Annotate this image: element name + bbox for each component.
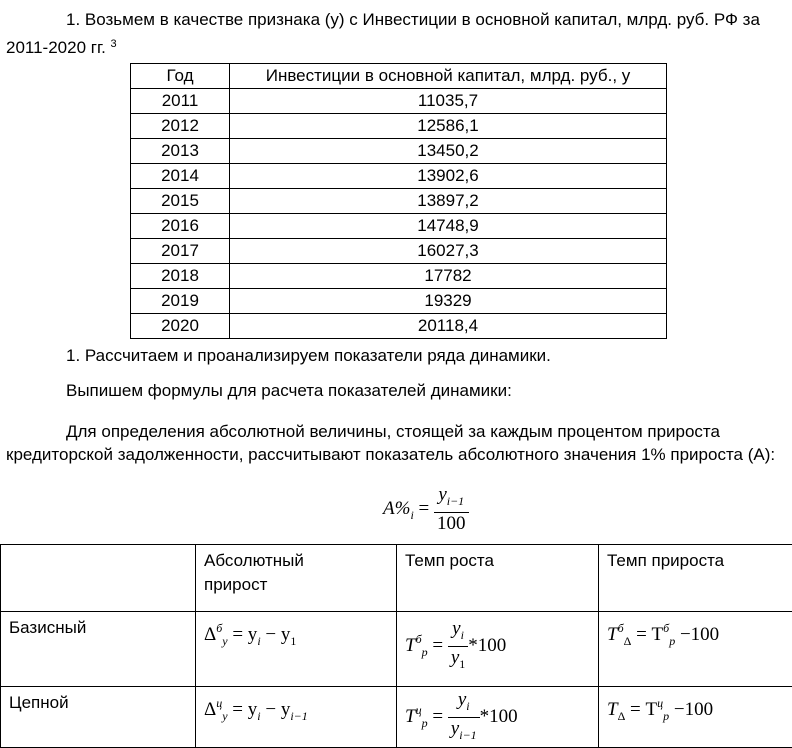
cell-investment: 20118,4: [230, 314, 667, 339]
header-gain-rate: Темп прироста: [599, 545, 792, 612]
intro-line-2-text: 2011-2020 гг.: [6, 38, 106, 57]
intro-line-2: [6, 32, 117, 60]
header-absolute-gain-line1: Абсолютный: [204, 551, 304, 570]
table-row: [131, 264, 667, 289]
formula-basic-gain: $T^б_\Delta = T^б_p -100$: [599, 612, 792, 687]
formula-chain-gain: $T_\Delta = T^ц_p -100$: [599, 687, 792, 748]
cell-year: 2015: [131, 189, 230, 214]
table-row: [131, 314, 667, 339]
table-row: [131, 189, 667, 214]
header-growth-rate: Темп роста: [397, 545, 599, 612]
cell-year: 2011: [131, 89, 230, 114]
table-row: [131, 139, 667, 164]
header-absolute-gain-line2: прирост: [204, 575, 267, 594]
cell-investment: 16027,3: [230, 239, 667, 264]
formula-a-lhs: A%: [383, 498, 410, 519]
cell-year: 2012: [131, 114, 230, 139]
cell-investment: 17782: [230, 264, 667, 289]
cell-year: 2020: [131, 314, 230, 339]
cell-year: 2017: [131, 239, 230, 264]
indicators-table: [0, 544, 792, 748]
cell-investment: 13897,2: [230, 189, 667, 214]
row-chain: [1, 687, 792, 748]
cell-year: 2019: [131, 289, 230, 314]
paragraph-3-line-1: Для определения абсолютной величины, стоящей за каждым процентом прироста: [66, 420, 720, 444]
header-absolute-gain: [196, 545, 397, 612]
formula-basic-growth: $T^б_p$ = $\frac{y_i}{y_1}$ *100: [397, 612, 599, 687]
paragraph-3-line-2: кредиторской задолженности, рассчитывают показатель абсолютного значения 1% прироста (А):: [6, 443, 775, 467]
formula-chain-abs: $\Delta^ц_y = y_i - y_{i-1}$: [196, 687, 397, 748]
table-row: [131, 164, 667, 189]
header-year: Год: [131, 64, 230, 89]
formula-a-lhs-sub: i: [410, 508, 413, 522]
cell-investment: 19329: [230, 289, 667, 314]
formula-basic-abs: $\Delta^б_y = y_i - y_1$: [196, 612, 397, 687]
cell-investment: 12586,1: [230, 114, 667, 139]
cell-year: 2013: [131, 139, 230, 164]
investment-table: [130, 63, 667, 339]
cell-year: 2016: [131, 214, 230, 239]
formula-a: $A\%_i$ = $\frac{y_{i-1}}{100}$: [383, 484, 469, 535]
cell-investment: 13450,2: [230, 139, 667, 164]
indicators-header-empty: [1, 545, 196, 612]
row-chain-label: Цепной: [1, 687, 196, 748]
table-row: [131, 89, 667, 114]
table-row: [131, 114, 667, 139]
formula-chain-growth: $T^ц_p$ = $\frac{y_i}{y_{i-1}}$ *100: [397, 687, 599, 748]
formula-a-fraction: [434, 484, 469, 535]
formula-a-den: 100: [434, 513, 469, 535]
formula-a-num-sub: i−1: [447, 494, 464, 508]
cell-year: 2014: [131, 164, 230, 189]
table-body: [131, 89, 667, 339]
cell-investment: 13902,6: [230, 164, 667, 189]
indicators-header-row: [1, 545, 792, 612]
table-row: [131, 214, 667, 239]
header-investment: Инвестиции в основной капитал, млрд. руб., y: [230, 64, 667, 89]
table-row: [131, 239, 667, 264]
footnote-marker: 3: [111, 38, 117, 50]
table-row: [131, 289, 667, 314]
cell-investment: 14748,9: [230, 214, 667, 239]
paragraph-1: 1. Рассчитаем и проанализируем показатели ряда динамики.: [66, 344, 551, 368]
formula-a-num: y: [438, 484, 446, 505]
intro-line-1: 1. Возьмем в качестве признака (y) с Инвестиции в основной капитал, млрд. руб. РФ за: [66, 8, 760, 32]
table-header-row: [131, 64, 667, 89]
paragraph-2: Выпишем формулы для расчета показателей динамики:: [66, 379, 512, 403]
cell-investment: 11035,7: [230, 89, 667, 114]
cell-year: 2018: [131, 264, 230, 289]
row-basic: [1, 612, 792, 687]
row-basic-label: Базисный: [1, 612, 196, 687]
